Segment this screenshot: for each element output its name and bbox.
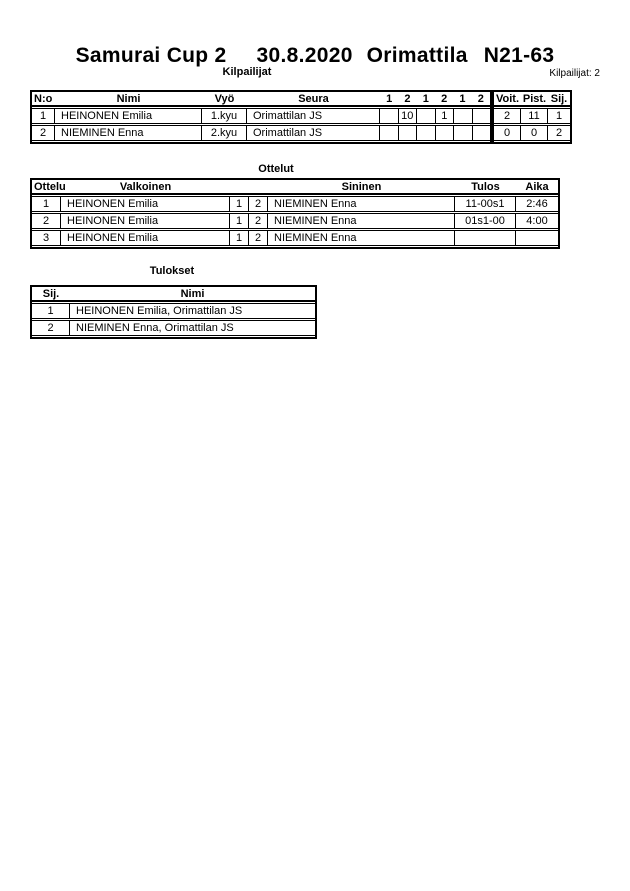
ottelut-header-row [32,180,558,195]
ottelut-heading: Ottelut [258,163,294,175]
cell-ottelu: 1 [32,197,61,211]
header-cell-valkoinen: Valkoinen [119,180,172,193]
header-cell-vyo: Vyö [214,92,235,105]
title-event: Samurai Cup 2 [75,44,227,67]
cell-blue-no: 2 [249,214,268,228]
cell-score-3 [417,109,436,123]
ottelut-box [30,178,560,249]
cell-nimi: HEINONEN Emilia [55,109,202,123]
header-cell-ottelu: Ottelu [34,180,66,193]
table-row [32,320,315,336]
header-cell-seura: Seura [298,92,329,105]
cell-score-5 [454,109,473,123]
header-cell-white-no [230,180,249,193]
cell-score-3 [417,126,436,140]
cell-score-2 [399,126,418,140]
cell-voit: 2 [494,109,521,123]
cell-white-no: 1 [230,214,249,228]
cell-aika [516,231,558,245]
header-cell-score-3: 1 [422,92,429,105]
cell-vyo: 2.kyu [202,126,247,140]
cell-ottelu: 2 [32,214,61,228]
cell-sininen: NIEMINEN Enna [268,197,455,211]
header-cell-sij: Sij. [550,92,568,105]
header-cell-nimi: Nimi [116,92,141,105]
cell-score-6 [473,126,491,140]
cell-valkoinen: HEINONEN Emilia [61,231,230,245]
cell-sij: 1 [32,304,70,318]
cell-sij: 1 [555,110,563,122]
title-date: 30.8.2020 [256,44,353,67]
ottelut-table [30,178,560,249]
summary-header-row [494,92,570,107]
cell-pist: 11 [521,109,548,123]
cell-sij: 2 [555,127,563,139]
cell-seura: Orimattilan JS [247,109,380,123]
kilpailijat-table [30,90,572,144]
cell-score-4: 1 [436,109,455,123]
table-row [32,230,558,246]
cell-sij: 2 [32,321,70,335]
cell-seura: Orimattilan JS [247,126,380,140]
cell-valkoinen: HEINONEN Emilia [61,197,230,211]
title-category: N21-63 [483,44,555,67]
cell-voit: 0 [494,126,521,140]
cell-nimi: NIEMINEN Enna [55,126,202,140]
kilpailijat-header-row [32,92,490,107]
cell-aika: 4:00 [526,215,548,227]
cell-no: 1 [32,109,55,123]
header-cell-tulos: Tulos [471,180,500,193]
cell-score-1 [380,126,399,140]
cell-ottelu: 3 [32,231,61,245]
table-row [32,196,558,212]
title-location: Orimattila [366,44,468,67]
kilpailijat-heading: Kilpailijat [222,66,272,78]
table-row [494,125,570,141]
cell-valkoinen: HEINONEN Emilia [61,214,230,228]
page-title [0,44,630,68]
cell-white-no: 1 [230,231,249,245]
kilpailijat-main-subtable [30,90,492,144]
header-cell-sininen: Sininen [341,180,382,193]
cell-tulos: 11-00s1 [455,197,516,211]
table-row [32,125,490,141]
kilpailijat-summary-subtable [492,90,572,144]
cell-blue-no: 2 [249,197,268,211]
tulokset-box [30,285,317,339]
competitor-count: Kilpailijat: 2 [549,68,600,79]
header-cell-aika: Aika [525,180,549,193]
tulokset-header-row [32,287,315,302]
header-cell-score-4: 2 [441,92,448,105]
cell-nimi: NIEMINEN Enna, Orimattilan JS [76,322,234,334]
header-cell-blue-no [249,180,268,193]
cell-vyo: 1.kyu [202,109,247,123]
header-cell-score-2: 2 [404,92,411,105]
header-cell-sij: Sij. [42,287,60,300]
table-row [494,108,570,124]
header-cell-voit: Voit. [495,92,519,105]
cell-white-no: 1 [230,197,249,211]
header-cell-score-6: 2 [477,92,484,105]
cell-tulos: 01s1-00 [455,214,516,228]
cell-aika: 2:46 [526,198,548,210]
cell-score-2: 10 [399,109,418,123]
cell-tulos [455,231,516,245]
header-cell-no: N:o [34,92,53,105]
cell-score-1 [380,109,399,123]
table-row [32,108,490,124]
cell-score-5 [454,126,473,140]
cell-sininen: NIEMINEN Enna [268,214,455,228]
header-cell-score-1: 1 [386,92,393,105]
header-cell-score-5: 1 [459,92,466,105]
cell-blue-no: 2 [249,231,268,245]
table-row [32,213,558,229]
cell-sininen: NIEMINEN Enna [268,231,455,245]
header-cell-pist: Pist. [522,92,547,105]
header-cell-nimi: Nimi [180,287,205,300]
table-row [32,303,315,319]
cell-pist: 0 [521,126,548,140]
tulokset-heading: Tulokset [149,265,195,277]
cell-score-4 [436,126,455,140]
cell-nimi: HEINONEN Emilia, Orimattilan JS [76,305,243,317]
tulokset-table [30,285,317,339]
cell-no: 2 [32,126,55,140]
cell-score-6 [473,109,491,123]
